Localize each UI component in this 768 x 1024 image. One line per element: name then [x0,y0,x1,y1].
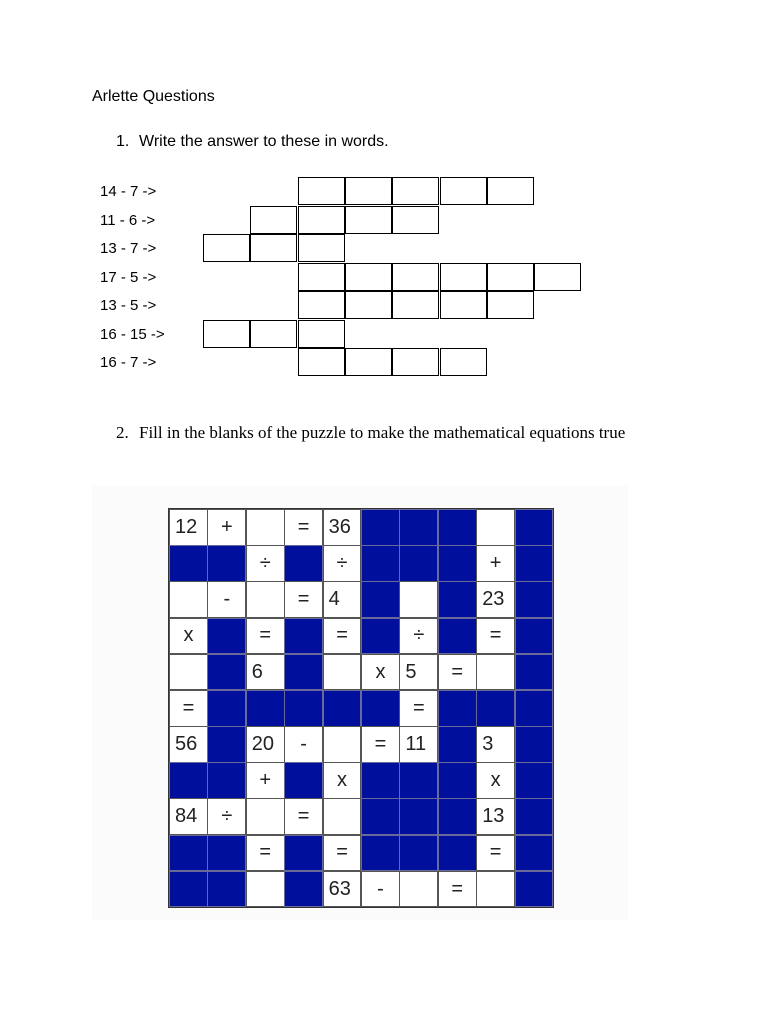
question-2-number: 2. [116,423,129,442]
puzzle-cell-operator: = [246,618,285,655]
puzzle-cell-blocked [399,762,438,799]
puzzle-cell-blocked [207,545,246,582]
puzzle-cell-blocked [207,690,246,727]
puzzle-cell-number: 36 [323,509,362,546]
puzzle-cell-blank[interactable] [246,509,285,546]
puzzle-cell-blocked [169,835,208,872]
puzzle-cell-blank[interactable] [323,654,362,691]
question-1-text: Write the answer to these in words. [139,133,389,150]
letter-box[interactable] [392,206,439,234]
letter-box[interactable] [440,177,487,205]
puzzle-cell-blocked [169,871,208,908]
puzzle-cell-blocked [515,798,554,835]
puzzle-cell-operator: = [361,726,400,763]
puzzle-cell-blocked [284,545,323,582]
letter-box[interactable] [345,177,392,205]
puzzle-cell-number: 3 [476,726,515,763]
puzzle-cell-blocked [207,618,246,655]
puzzle-cell-blocked [399,798,438,835]
puzzle-cell-operator: + [246,762,285,799]
letter-box[interactable] [392,348,439,376]
puzzle-cell-operator: x [361,654,400,691]
puzzle-cell-blocked [515,690,554,727]
puzzle-cell-blocked [438,690,477,727]
puzzle-cell-blocked [284,835,323,872]
word-row [0,291,768,320]
puzzle-cell-operator: = [323,835,362,872]
puzzle-cell-blocked [515,726,554,763]
puzzle-cell-blocked [284,690,323,727]
puzzle-cell-blank[interactable] [323,798,362,835]
puzzle-cell-blocked [438,726,477,763]
puzzle-cell-number: 23 [476,581,515,618]
letter-box[interactable] [345,206,392,234]
puzzle-cell-operator: = [438,654,477,691]
puzzle-cell-blocked [515,871,554,908]
puzzle-cell-blocked [438,618,477,655]
puzzle-cell-blank[interactable] [323,726,362,763]
letter-box[interactable] [487,291,534,319]
puzzle-cell-operator: ÷ [207,798,246,835]
puzzle-cell-operator: = [284,798,323,835]
puzzle-cell-blank[interactable] [476,871,515,908]
puzzle-cell-blocked [476,690,515,727]
puzzle-cell-blocked [361,835,400,872]
word-row-label: 16 - 7 -> [100,354,157,371]
letter-box[interactable] [534,263,581,291]
word-row [0,177,768,206]
letter-box[interactable] [298,177,345,205]
puzzle-cell-operator: x [476,762,515,799]
letter-box[interactable] [487,177,534,205]
letter-box[interactable] [298,263,345,291]
puzzle-cell-operator: ÷ [399,618,438,655]
letter-box[interactable] [440,348,487,376]
puzzle-cell-number: 11 [399,726,438,763]
puzzle-cell-blank[interactable] [246,871,285,908]
document-title: Arlette Questions [92,88,215,105]
puzzle-cell-number: 4 [323,581,362,618]
puzzle-cell-blocked [515,654,554,691]
puzzle-cell-operator: - [284,726,323,763]
puzzle-cell-operator: x [323,762,362,799]
letter-box[interactable] [203,320,250,348]
puzzle-cell-blocked [399,545,438,582]
word-row [0,320,768,349]
letter-box[interactable] [298,348,345,376]
puzzle-cell-operator: = [284,509,323,546]
puzzle-cell-blocked [515,509,554,546]
puzzle-cell-blank[interactable] [399,581,438,618]
puzzle-cell-blocked [361,762,400,799]
puzzle-cell-blank[interactable] [246,798,285,835]
letter-box[interactable] [298,206,345,234]
puzzle-cell-operator: - [361,871,400,908]
letter-box[interactable] [298,320,345,348]
puzzle-cell-blocked [515,618,554,655]
puzzle-cell-number: 56 [169,726,208,763]
puzzle-cell-blocked [515,581,554,618]
puzzle-cell-blank[interactable] [169,581,208,618]
word-row [0,263,768,292]
puzzle-cell-blocked [323,690,362,727]
letter-box[interactable] [440,263,487,291]
math-puzzle-grid [168,508,554,908]
puzzle-cell-blocked [438,798,477,835]
puzzle-cell-blocked [361,509,400,546]
puzzle-cell-blocked [207,654,246,691]
question-1 [116,133,389,151]
letter-box[interactable] [487,263,534,291]
puzzle-cell-blank[interactable] [399,871,438,908]
puzzle-cell-blocked [438,762,477,799]
puzzle-cell-blocked [284,618,323,655]
letter-box[interactable] [392,263,439,291]
puzzle-cell-blocked [284,654,323,691]
puzzle-cell-number: 20 [246,726,285,763]
puzzle-cell-blocked [438,581,477,618]
puzzle-cell-blocked [438,835,477,872]
puzzle-cell-operator: ÷ [246,545,285,582]
puzzle-cell-blocked [246,690,285,727]
puzzle-cell-blocked [207,871,246,908]
puzzle-cell-operator: = [169,690,208,727]
word-row [0,348,768,377]
puzzle-cell-blocked [207,835,246,872]
puzzle-cell-number: 13 [476,798,515,835]
puzzle-cell-blank[interactable] [246,581,285,618]
letter-box[interactable] [440,291,487,319]
puzzle-cell-operator: = [323,618,362,655]
puzzle-cell-blocked [361,798,400,835]
puzzle-cell-operator: + [476,545,515,582]
puzzle-cell-operator: = [246,835,285,872]
puzzle-cell-blocked [361,618,400,655]
puzzle-cell-operator: - [207,581,246,618]
letter-box[interactable] [345,263,392,291]
question-1-number: 1. [116,133,130,150]
letter-box[interactable] [250,206,297,234]
puzzle-cell-number: 6 [246,654,285,691]
letter-box[interactable] [250,320,297,348]
puzzle-cell-number: 84 [169,798,208,835]
word-row-label: 14 - 7 -> [100,183,157,200]
word-row-label: 11 - 6 -> [100,211,156,229]
puzzle-cell-blocked [399,835,438,872]
letter-box[interactable] [298,234,345,262]
puzzle-cell-operator: = [399,690,438,727]
letter-box[interactable] [250,234,297,262]
letter-box[interactable] [298,291,345,319]
question-2-text: Fill in the blanks of the puzzle to make the mathematical equations true [139,423,626,442]
word-row [0,206,768,235]
puzzle-cell-blocked [284,871,323,908]
puzzle-cell-operator: = [284,581,323,618]
puzzle-cell-operator: x [169,618,208,655]
word-row-label: 13 - 7 -> [100,240,157,257]
puzzle-cell-blocked [399,509,438,546]
word-row-label: 16 - 15 -> [100,325,165,343]
puzzle-cell-blank[interactable] [169,654,208,691]
puzzle-cell-operator: ÷ [323,545,362,582]
puzzle-cell-blocked [169,545,208,582]
puzzle-cell-blocked [438,509,477,546]
puzzle-cell-blocked [515,762,554,799]
letter-box[interactable] [203,234,250,262]
puzzle-cell-operator: = [476,618,515,655]
word-row-label: 13 - 5 -> [100,297,157,314]
puzzle-cell-blocked [361,690,400,727]
puzzle-cell-blank[interactable] [476,654,515,691]
puzzle-cell-blocked [361,581,400,618]
puzzle-cell-blocked [515,545,554,582]
puzzle-cell-blank[interactable] [476,509,515,546]
puzzle-cell-number: 5 [399,654,438,691]
puzzle-cell-blocked [284,762,323,799]
word-row-label: 17 - 5 -> [100,268,157,286]
puzzle-cell-blocked [169,762,208,799]
word-row [0,234,768,263]
puzzle-cell-blocked [361,545,400,582]
puzzle-cell-blocked [207,762,246,799]
puzzle-cell-operator: = [476,835,515,872]
puzzle-cell-operator: + [207,509,246,546]
letter-box[interactable] [392,291,439,319]
puzzle-cell-number: 12 [169,509,208,546]
puzzle-cell-operator: = [438,871,477,908]
letter-box[interactable] [392,177,439,205]
letter-box[interactable] [345,348,392,376]
letter-box[interactable] [345,291,392,319]
puzzle-cell-blocked [515,835,554,872]
puzzle-cell-number: 63 [323,871,362,908]
puzzle-cell-blocked [438,545,477,582]
puzzle-cell-blocked [207,726,246,763]
